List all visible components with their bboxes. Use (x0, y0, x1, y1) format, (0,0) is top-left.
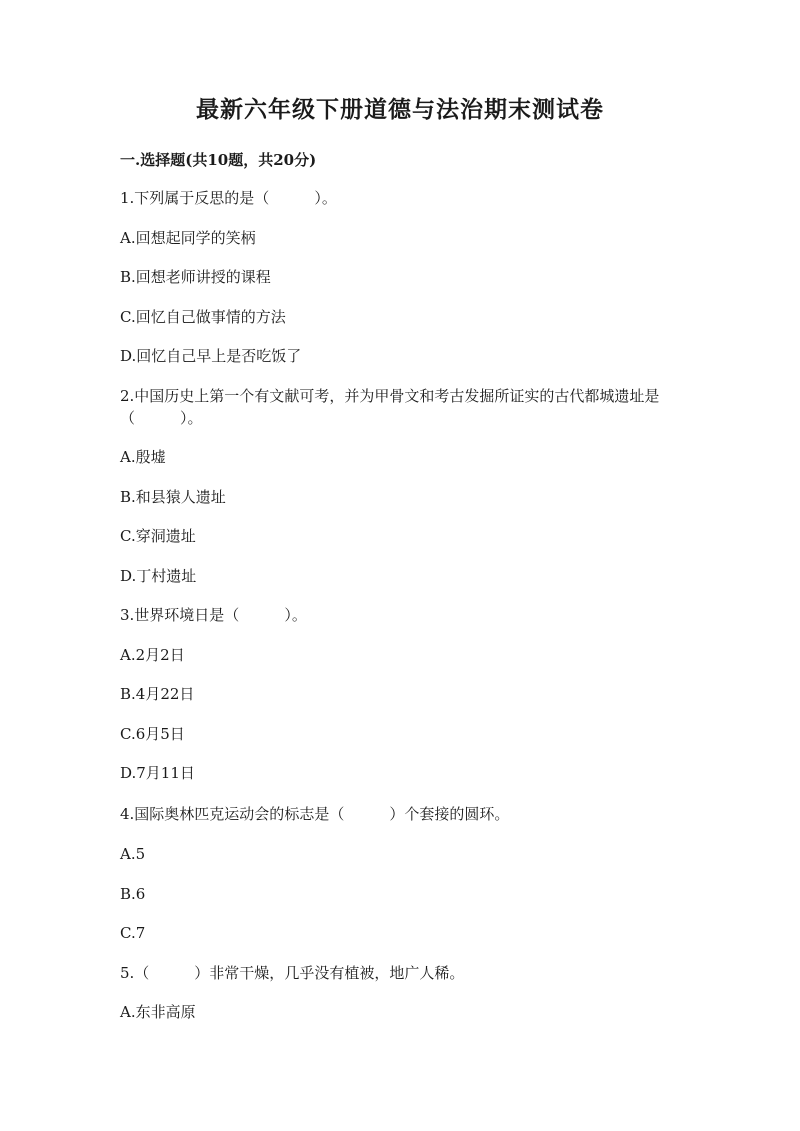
page-title: 最新六年级下册道德与法治期末测试卷 (196, 96, 604, 123)
question-3-option-d: D.7月11日 (120, 764, 195, 782)
question-3-option-b: B.4月22日 (120, 685, 195, 703)
question-4-option-a: A.5 (120, 845, 146, 863)
question-1-option-d: D.回忆自己早上是否吃饭了 (120, 347, 302, 365)
question-3-option-c: C.6月5日 (120, 725, 185, 743)
question-1-option-a: A.回想起同学的笑柄 (120, 229, 256, 247)
question-5-option-a: A.东非高原 (120, 1003, 196, 1021)
question-5-stem: 5.（ ）非常干燥，几乎没有植被，地广人稀。 (120, 964, 465, 982)
question-1-option-b: B.回想老师讲授的课程 (120, 268, 271, 286)
question-2-option-a: A.殷墟 (120, 448, 166, 466)
question-3-stem: 3.世界环境日是（ ）。 (120, 606, 307, 624)
question-1-option-c: C.回忆自己做事情的方法 (120, 308, 286, 326)
question-1-stem: 1.下列属于反思的是（ ）。 (120, 189, 337, 207)
question-2-option-d: D.丁村遗址 (120, 567, 197, 585)
question-3-option-a: A.2月2日 (120, 646, 185, 664)
question-2-option-b: B.和县猿人遗址 (120, 488, 226, 506)
question-4-option-b: B.6 (120, 885, 146, 903)
question-4-option-c: C.7 (120, 924, 146, 942)
question-4-stem: 4.国际奥林匹克运动会的标志是（ ）个套接的圆环。 (120, 805, 510, 823)
question-2-option-c: C.穿洞遗址 (120, 527, 196, 545)
section-heading: 一.选择题(共10题，共20分) (120, 151, 317, 169)
question-2-stem: 2.中国历史上第一个有文献可考，并为甲骨文和考古发掘所证实的古代都城遗址是（ ）。 (120, 387, 660, 427)
